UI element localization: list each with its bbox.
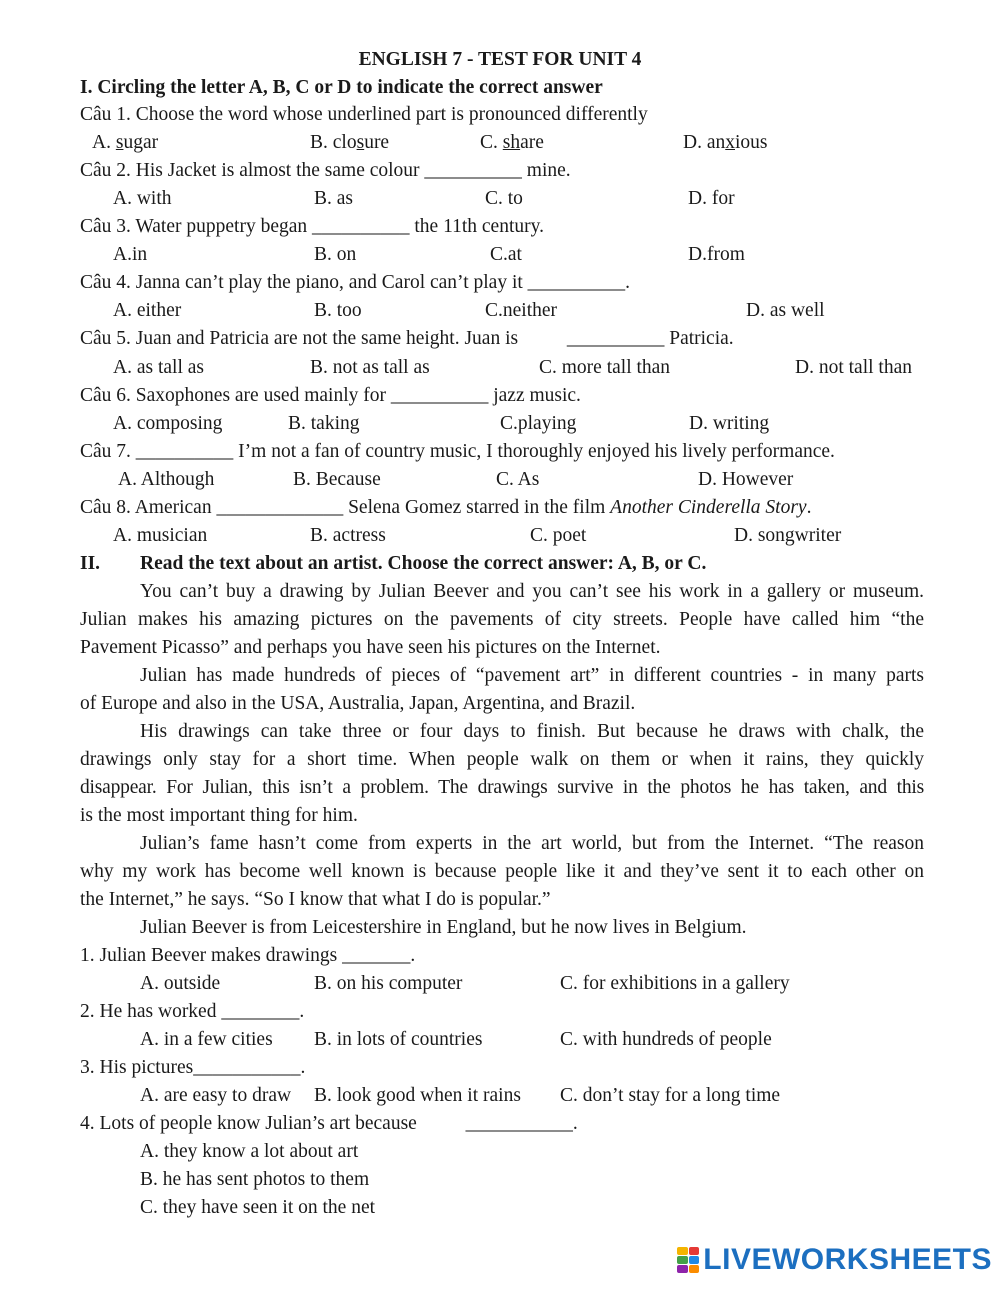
option-a[interactable]: A. musician [113, 525, 208, 546]
paragraph-line: Pavement Picasso” and perhaps you have seen his pictures on the Internet. [80, 637, 661, 658]
option-c[interactable]: C. As [496, 469, 540, 490]
question-stem: Câu 3. Water puppetry began __________ the 11th century. [80, 216, 544, 237]
option-b[interactable]: B. as [314, 188, 353, 209]
option-c[interactable]: C. with hundreds of people [560, 1029, 772, 1050]
option-b[interactable]: B. on his computer [314, 973, 463, 994]
paragraph-line: His drawings can take three or four days to finish. But because he draws with chalk, the [140, 721, 924, 742]
question-stem: Câu 2. His Jacket is almost the same colour __________ mine. [80, 160, 571, 181]
option-d[interactable]: D. for [688, 188, 735, 209]
option-d[interactable]: D. writing [689, 413, 770, 434]
question-stem: Câu 6. Saxophones are used mainly for __________ jazz music. [80, 385, 581, 406]
option-a[interactable]: A. they know a lot about art [140, 1141, 359, 1162]
option-c[interactable]: C. they have seen it on the net [140, 1197, 376, 1218]
section2-heading: II. Read the text about an artist. Choose the correct answer: A, B, or C. [80, 553, 707, 574]
option-a[interactable]: A. Although [118, 469, 215, 490]
paragraph-line: Julian Beever is from Leicestershire in England, but he now lives in Belgium. [140, 917, 747, 938]
paragraph-line: is the most important thing for him. [80, 805, 358, 826]
option-c[interactable]: C.playing [500, 413, 577, 434]
option-d[interactable]: D. songwriter [734, 525, 842, 546]
option-b[interactable]: B. in lots of countries [314, 1029, 483, 1050]
paragraph-line: the Internet,” he says. “So I know that what I do is popular.” [80, 889, 551, 910]
paragraph-line: Julian makes his amazing pictures on the pavements of city streets. People have called him “the [80, 609, 924, 630]
option-a[interactable]: A. in a few cities [140, 1029, 273, 1050]
option-b[interactable]: B. look good when it rains [314, 1085, 521, 1106]
question-stem: 2. He has worked ________. [80, 1001, 305, 1022]
option-b[interactable]: B. closure [310, 132, 390, 153]
question-stem: 4. Lots of people know Julian’s art because ___________. [80, 1113, 578, 1134]
paragraph-line: of Europe and also in the USA, Australia, Japan, Argentina, and Brazil. [80, 693, 636, 714]
option-b[interactable]: B. he has sent photos to them [140, 1169, 370, 1190]
option-d[interactable]: D. not tall than [795, 357, 912, 378]
option-b[interactable]: B. Because [293, 469, 381, 490]
option-c[interactable]: C. don’t stay for a long time [560, 1085, 781, 1106]
question-stem: 1. Julian Beever makes drawings _______. [80, 945, 416, 966]
option-c[interactable]: C. share [480, 132, 544, 153]
option-c[interactable]: C. more tall than [539, 357, 671, 378]
option-a[interactable]: A. either [113, 300, 182, 321]
paragraph-line: You can’t buy a drawing by Julian Beever and you can’t see his work in a gallery or museum. [140, 581, 924, 602]
logo-text: LIVEWORKSHEETS [703, 1243, 992, 1276]
liveworksheets-logo-icon [677, 1247, 699, 1273]
option-a[interactable]: A. with [113, 188, 172, 209]
option-a[interactable]: A.in [113, 244, 148, 265]
option-c[interactable]: C.neither [485, 300, 558, 321]
liveworksheets-logo[interactable] [677, 1243, 992, 1277]
question-stem: Câu 7. __________ I’m not a fan of country music, I thoroughly enjoyed his lively performance. [80, 441, 835, 462]
option-a[interactable]: A. outside [140, 973, 221, 994]
paragraph-line: Julian’s fame hasn’t come from experts in the art world, but from the Internet. “The reason [140, 833, 924, 854]
option-d[interactable]: D. However [698, 469, 794, 490]
section1-heading: I. Circling the letter A, B, C or D to indicate the correct answer [80, 77, 603, 98]
question-stem: Câu 4. Janna can’t play the piano, and Carol can’t play it __________. [80, 272, 631, 293]
option-a[interactable]: A. sugar [92, 132, 159, 153]
paragraph-line: disappear. For Julian, this isn’t a problem. The drawings survive in the photos he has taken, and this [80, 777, 924, 798]
question-stem: Câu 8. American _____________ Selena Gomez starred in the film Another Cinderella Story. [80, 497, 812, 518]
option-d[interactable]: D.from [688, 244, 745, 265]
option-a[interactable]: A. composing [113, 413, 223, 434]
option-c[interactable]: C. to [485, 188, 523, 209]
option-b[interactable]: B. on [314, 244, 357, 265]
option-c[interactable]: C.at [490, 244, 522, 265]
option-b[interactable]: B. not as tall as [310, 357, 430, 378]
question-stem: 3. His pictures___________. [80, 1057, 306, 1078]
option-a[interactable]: A. are easy to draw [140, 1085, 292, 1106]
option-d[interactable]: D. as well [746, 300, 825, 321]
option-d[interactable]: D. anxious [683, 132, 768, 153]
paragraph-line: why my work has become well known is because people like it and they’ve sent it to each other on [80, 861, 924, 882]
page-title: ENGLISH 7 - TEST FOR UNIT 4 [358, 49, 642, 70]
option-c[interactable]: C. for exhibitions in a gallery [560, 973, 790, 994]
question-stem: Câu 5. Juan and Patricia are not the same height. Juan is __________ Patricia. [80, 328, 734, 349]
option-b[interactable]: B. taking [288, 413, 360, 434]
option-b[interactable]: B. too [314, 300, 362, 321]
option-b[interactable]: B. actress [310, 525, 386, 546]
paragraph-line: Julian has made hundreds of pieces of “pavement art” in different countries - in many parts [140, 665, 924, 686]
option-c[interactable]: C. poet [530, 525, 587, 546]
paragraph-line: drawings only stay for a short time. When people walk on them or when it rains, they quickly [80, 749, 924, 770]
option-a[interactable]: A. as tall as [113, 357, 204, 378]
question-stem: Câu 1. Choose the word whose underlined part is pronounced differently [80, 104, 648, 125]
